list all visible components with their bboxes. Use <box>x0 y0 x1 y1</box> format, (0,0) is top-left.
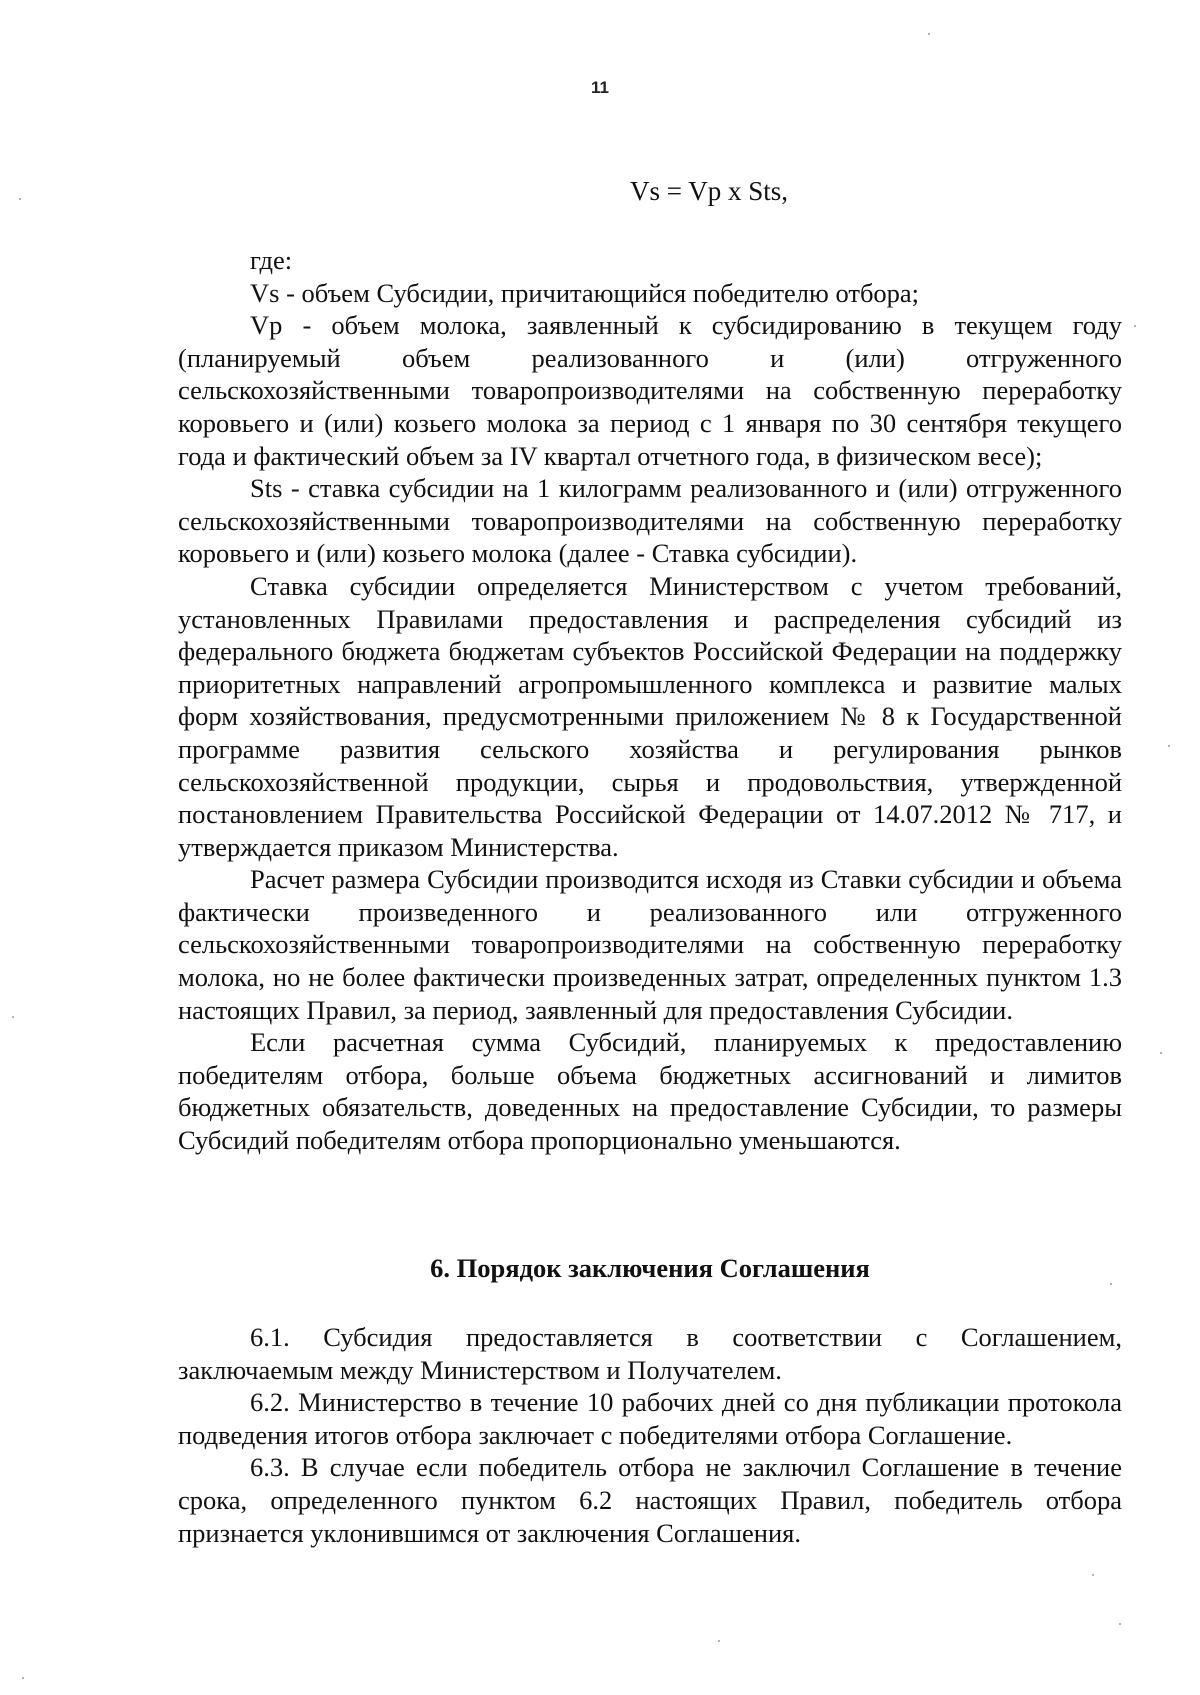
definition-vp: Vp - объем молока, заявленный к субсидированию в текущем году (планируемый объем реализованного и (или) отгруженного сельскохозяйственными товаропроизводителями на собственную переработку коровьего и (или) козьего молока за период с 1 января по 30 сентября текущего года и фактический объем за IV квартал отчетного года, в физическом весе); <box>178 310 1122 471</box>
definitions-and-rules <box>178 244 1122 1157</box>
paragraph-reduction: Если расчетная сумма Субсидий, планируемых к предоставлению победителям отбора, больше объема бюджетных ассигнований и лимитов бюджетных обязательств, доведенных на предоставление Субсидии, то размеры Субсидий победителям отбора пропорционально уменьшаются. <box>178 1027 1122 1156</box>
where-label: где: <box>250 245 293 275</box>
subsidy-formula: Vs = Vp x Sts, <box>630 176 789 206</box>
page-number: 11 <box>591 78 609 97</box>
scan-speck <box>12 1016 14 1018</box>
clause-6-2: 6.2. Министерство в течение 10 рабочих дней со дня публикации протокола подведения итогов отбора заключает с победителями отбора Соглашение. <box>178 1387 1122 1450</box>
scan-speck <box>22 1677 24 1679</box>
scan-speck <box>1110 1283 1112 1285</box>
definition-vs: Vs - объем Субсидии, причитающийся победителю отбора; <box>250 277 920 308</box>
scan-speck <box>1119 1623 1121 1625</box>
definition-sts: Sts - ставка субсидии на 1 килограмм реализованного и (или) отгруженного сельскохозяйственными товаропроизводителями на собственную переработку коровьего и (или) козьего молока (далее - Ставка субсидии). <box>178 473 1122 569</box>
scan-speck <box>19 198 21 200</box>
paragraph-rate: Ставка субсидии определяется Министерством с учетом требований, установленных Правилами предоставления и распределения субсидий из федерального бюджета бюджетам субъектов Российской Федерации на поддержку приоритетных направлений агропромышленного комплекса и развитие малых форм хозяйствования, предусмотренными приложением № 8 к Государственной программе развития сельского хозяйства и регулирования рынков сельскохозяйственной продукции, сырья и продовольствия, утвержденной постановлением Правительства Российской Федерации от 14.07.2012 № 717, и утверждается приказом Министерства. <box>178 570 1122 862</box>
scan-speck <box>1092 1574 1094 1576</box>
paragraph-calculation: Расчет размера Субсидии производится исходя из Ставки субсидии и объема фактически произведенного и реализованного или отгруженного сельскохозяйственными товаропроизводителями на собственную переработку молока, но не более фактически произведенных затрат, определенных пунктом 1.3 настоящих Правил, за период, заявленный для предоставления Субсидии. <box>178 864 1122 1025</box>
scan-speck <box>1134 325 1136 327</box>
scan-speck <box>1160 1052 1162 1054</box>
section-6-heading: 6. Порядок заключения Соглашения <box>430 1253 870 1283</box>
clause-6-3: 6.3. В случае если победитель отбора не заключил Соглашение в течение срока, определенного пунктом 6.2 настоящих Правил, победитель отбора признается уклонившимся от заключения Соглашения. <box>178 1452 1122 1548</box>
scan-speck <box>928 33 930 35</box>
scan-speck <box>1168 745 1170 747</box>
section-6-body <box>178 1321 1122 1549</box>
clause-6-1: 6.1. Субсидия предоставляется в соответствии с Соглашением, заключаемым между Министерством и Получателем. <box>178 1322 1122 1385</box>
scan-speck <box>718 1640 720 1642</box>
